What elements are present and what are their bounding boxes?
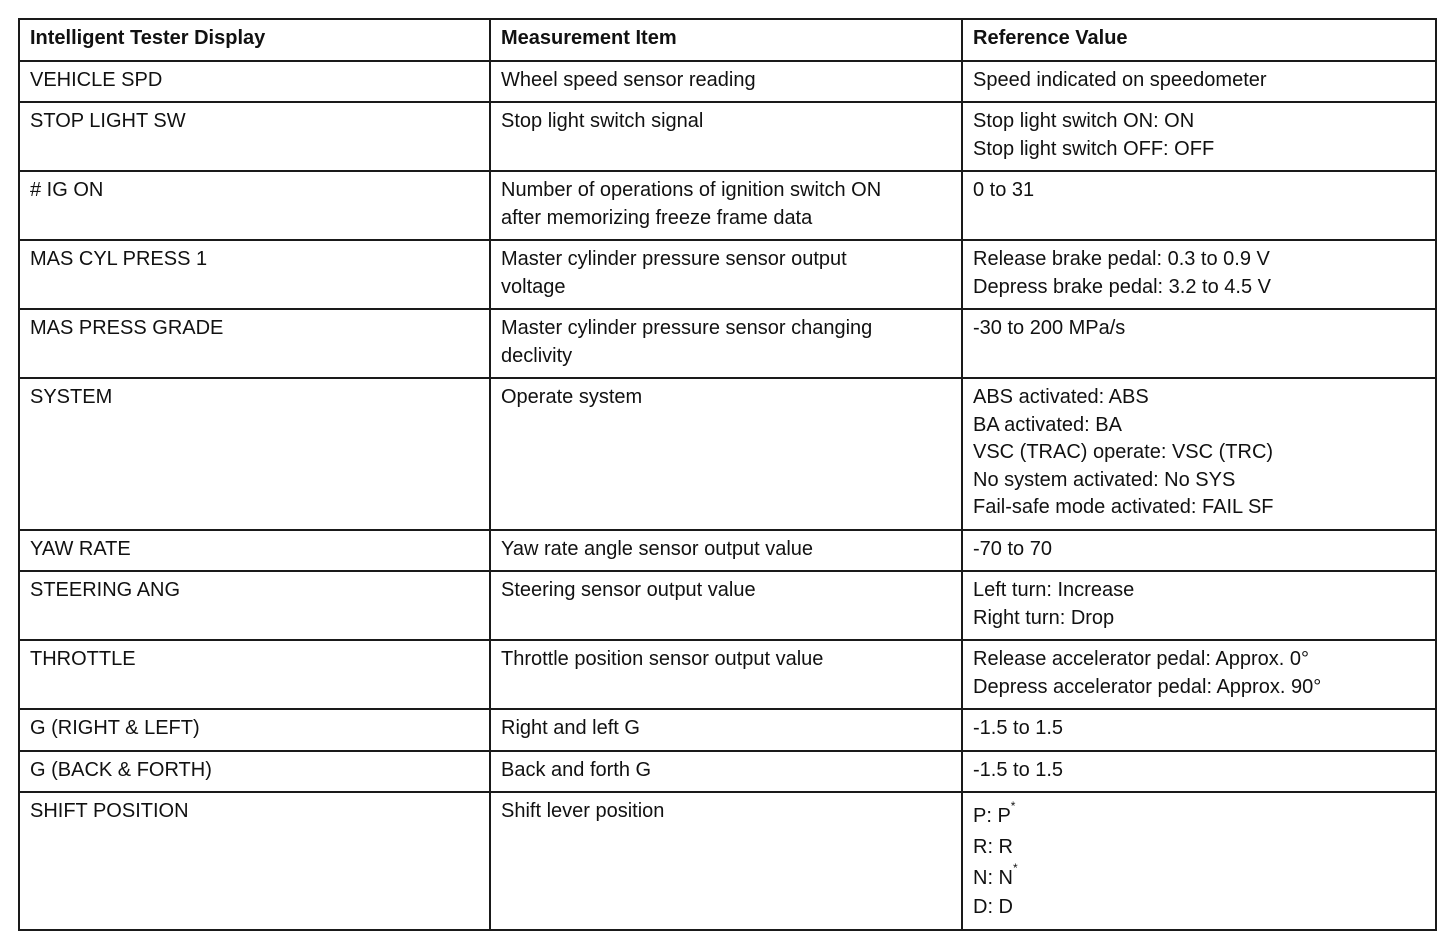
table-row [19,640,1436,709]
item-cell [490,240,962,309]
reference-line: Release accelerator pedal: Approx. 0° [973,648,1309,670]
reference-line: Right turn: Drop [973,606,1115,629]
item-cell [490,309,962,378]
display-cell: MAS CYL PRESS 1 [19,240,490,309]
item-cell [490,378,962,530]
reference-line: 0 to 31 [973,179,1035,201]
table-row [19,792,1436,930]
reference-line: Stop light switch ON: ON [973,110,1195,132]
item-line: Shift lever position [501,800,665,822]
item-cell [490,171,962,240]
display-cell: G (RIGHT & LEFT) [19,709,490,751]
reference-line: Speed indicated on speedometer [973,68,1267,91]
reference-cell [962,530,1436,572]
reference-line: No system activated: No SYS [973,468,1236,491]
reference-line: Depress accelerator pedal: Approx. 90° [973,675,1322,698]
reference-cell [962,640,1436,709]
reference-cell [962,378,1436,530]
display-cell: SHIFT POSITION [19,792,490,930]
item-line: Number of operations of ignition switch ON [501,179,882,201]
reference-cell [962,309,1436,378]
header-row [19,19,1436,61]
item-line: declivity [501,344,573,367]
reference-line: Depress brake pedal: 3.2 to 4.5 V [973,275,1271,298]
display-cell: STEERING ANG [19,571,490,640]
reference-line: D: D [973,896,1013,918]
header-display: Intelligent Tester Display [19,19,490,61]
reference-line: Release brake pedal: 0.3 to 0.9 V [973,248,1270,270]
item-line: Steering sensor output value [501,579,756,601]
reference-cell [962,571,1436,640]
display-cell: G (BACK & FORTH) [19,751,490,793]
item-line: Right and left G [501,717,640,739]
item-line: Throttle position sensor output value [501,648,824,670]
display-cell: YAW RATE [19,530,490,572]
table-row [19,530,1436,572]
reference-line: -70 to 70 [973,537,1052,560]
item-line: Wheel speed sensor reading [501,68,756,91]
item-cell [490,709,962,751]
shift-neutral-text: N: N [973,867,1013,889]
display-cell: STOP LIGHT SW [19,102,490,171]
table-row [19,309,1436,378]
item-line: Back and forth G [501,758,652,781]
reference-line: BA activated: BA [973,413,1122,436]
display-cell: VEHICLE SPD [19,61,490,103]
reference-line: Fail-safe mode activated: FAIL SF [973,496,1274,518]
display-cell: THROTTLE [19,640,490,709]
item-line: Master cylinder pressure sensor output [501,248,847,270]
header-reference-value: Reference Value [962,19,1436,61]
footnote-mark: * [1013,861,1018,876]
table-row [19,102,1436,171]
table-row [19,171,1436,240]
reference-cell [962,240,1436,309]
item-cell [490,640,962,709]
reference-line: VSC (TRAC) operate: VSC (TRC) [973,441,1274,463]
table-row [19,571,1436,640]
item-line: Stop light switch signal [501,110,704,132]
reference-line [973,863,1425,894]
table-row [19,61,1436,103]
reference-line: R: R [973,836,1013,858]
item-line: voltage [501,275,566,298]
item-cell [490,751,962,793]
reference-cell [962,751,1436,793]
shift-park-text: P: P [973,805,1011,827]
reference-line: Stop light switch OFF: OFF [973,137,1215,160]
item-line: after memorizing freeze frame data [501,206,813,229]
reference-cell [962,792,1436,930]
reference-line: ABS activated: ABS [973,386,1149,408]
display-cell: # IG ON [19,171,490,240]
reference-line: -1.5 to 1.5 [973,717,1064,739]
reference-cell [962,102,1436,171]
header-measurement-item: Measurement Item [490,19,962,61]
table-row [19,751,1436,793]
reference-line: -30 to 200 MPa/s [973,317,1126,339]
item-line: Operate system [501,386,643,408]
reference-line: Left turn: Increase [973,579,1135,601]
table-row [19,378,1436,530]
reference-cell [962,61,1436,103]
display-cell: SYSTEM [19,378,490,530]
item-cell [490,792,962,930]
item-cell [490,102,962,171]
display-cell: MAS PRESS GRADE [19,309,490,378]
table-row [19,240,1436,309]
item-line: Master cylinder pressure sensor changing [501,317,873,339]
reference-cell [962,171,1436,240]
reference-line: -1.5 to 1.5 [973,758,1064,781]
item-cell [490,571,962,640]
footnote-mark: * [1010,799,1016,814]
reference-value-table [18,18,1437,931]
reference-cell [962,709,1436,751]
table-row [19,709,1436,751]
item-cell [490,530,962,572]
reference-line [973,798,1425,832]
item-cell [490,61,962,103]
item-line: Yaw rate angle sensor output value [501,537,814,560]
